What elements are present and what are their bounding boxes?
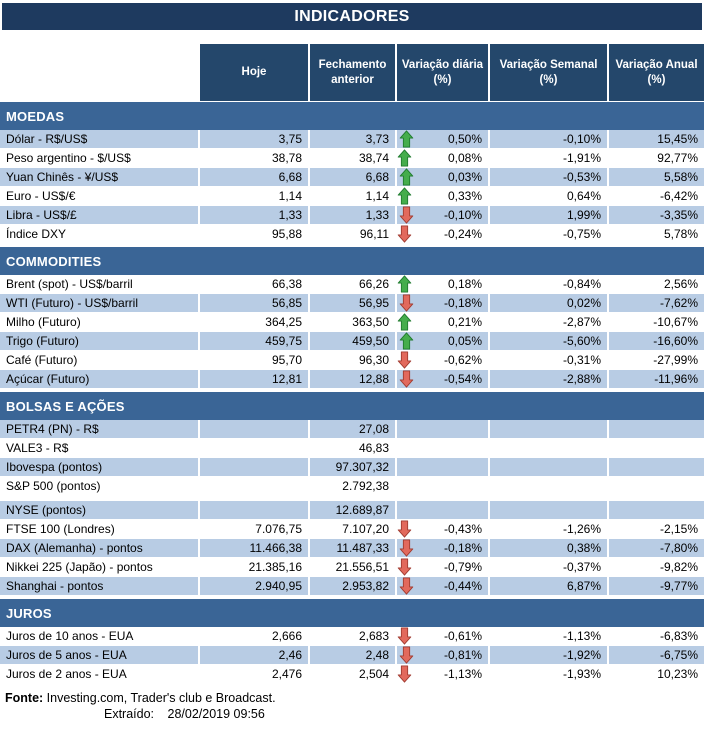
table-row-juros-de-5-anos-eua — [0, 646, 704, 665]
variacao-anual-value: -11,96% — [607, 370, 704, 389]
row-label: Euro - US$/€ — [0, 187, 198, 206]
arrow-down-icon — [399, 539, 417, 558]
row-label: Shanghai - pontos — [0, 577, 198, 596]
fechamento-anterior-value: 38,74 — [308, 149, 395, 168]
hoje-value: 2,476 — [198, 665, 308, 684]
row-label: Libra - US$/£ — [0, 206, 198, 225]
extracted-line — [0, 707, 704, 721]
variacao-diaria-cell — [395, 520, 488, 539]
arrow-up-icon — [397, 187, 415, 206]
table-row-juros-de-2-anos-eua — [0, 665, 704, 684]
source-label: Fonte: — [5, 691, 44, 705]
variacao-diaria-cell — [395, 665, 488, 684]
table-row-vale3-r — [0, 439, 704, 458]
variacao-semanal-value: -2,87% — [488, 313, 607, 332]
variacao-diaria-cell — [395, 627, 488, 646]
hoje-value: 7.076,75 — [198, 520, 308, 539]
variacao-anual-value — [607, 477, 704, 496]
fechamento-anterior-value: 2.792,38 — [308, 477, 395, 496]
fechamento-anterior-value: 3,73 — [308, 130, 395, 149]
fechamento-anterior-value: 12.689,87 — [308, 501, 395, 520]
fechamento-anterior-value: 21.556,51 — [308, 558, 395, 577]
variacao-semanal-value: -1,26% — [488, 520, 607, 539]
variacao-anual-value: 10,23% — [607, 665, 704, 684]
section-header-juros: JUROS — [0, 599, 704, 627]
variacao-semanal-value: -0,10% — [488, 130, 607, 149]
variacao-diaria-value: 0,05% — [447, 334, 482, 348]
hoje-value — [198, 420, 308, 439]
fechamento-anterior-value: 46,83 — [308, 439, 395, 458]
row-label: S&P 500 (pontos) — [0, 477, 198, 496]
variacao-semanal-value: 6,87% — [488, 577, 607, 596]
fechamento-anterior-value: 96,11 — [308, 225, 395, 244]
hoje-value — [198, 501, 308, 520]
variacao-anual-value — [607, 439, 704, 458]
row-label: NYSE (pontos) — [0, 501, 198, 520]
variacao-diaria-value: -0,44% — [443, 579, 482, 593]
row-label: WTI (Futuro) - US$/barril — [0, 294, 198, 313]
arrow-down-icon — [399, 370, 417, 389]
variacao-diaria-value: -0,18% — [443, 296, 482, 310]
arrow-down-icon — [397, 665, 415, 684]
table-row-s-p-500-pontos — [0, 477, 704, 496]
variacao-anual-value: -3,35% — [607, 206, 704, 225]
variacao-diaria-value: -0,79% — [443, 560, 482, 574]
section-header-bolsas-e-acoes: BOLSAS E AÇÕES — [0, 392, 704, 420]
row-label: Ibovespa (pontos) — [0, 458, 198, 477]
hoje-value: 95,88 — [198, 225, 308, 244]
hoje-value — [198, 439, 308, 458]
section-header-moedas: MOEDAS — [0, 102, 704, 130]
variacao-semanal-value: -1,92% — [488, 646, 607, 665]
variacao-diaria-cell — [395, 168, 488, 187]
fechamento-anterior-value: 6,68 — [308, 168, 395, 187]
arrow-slot-empty — [397, 439, 415, 458]
variacao-semanal-value: -1,93% — [488, 665, 607, 684]
row-label: Milho (Futuro) — [0, 313, 198, 332]
table-row-nikkei-225-japao-pontos — [0, 558, 704, 577]
column-header-variacao-anual: Variação Anual (%) — [607, 44, 704, 101]
variacao-anual-value: -9,77% — [607, 577, 704, 596]
variacao-diaria-cell — [395, 351, 488, 370]
variacao-diaria-value: -0,54% — [443, 372, 482, 386]
extracted-timestamp: 28/02/2019 09:56 — [167, 707, 265, 721]
variacao-anual-value: -6,83% — [607, 627, 704, 646]
variacao-diaria-cell — [395, 187, 488, 206]
variacao-semanal-value: -2,88% — [488, 370, 607, 389]
hoje-value: 1,14 — [198, 187, 308, 206]
fechamento-anterior-value: 7.107,20 — [308, 520, 395, 539]
hoje-value: 21.385,16 — [198, 558, 308, 577]
row-label: Peso argentino - $/US$ — [0, 149, 198, 168]
row-label: Café (Futuro) — [0, 351, 198, 370]
table-row-indice-dxy — [0, 225, 704, 244]
row-label: Açúcar (Futuro) — [0, 370, 198, 389]
variacao-semanal-value — [488, 501, 607, 520]
table-row-trigo-futuro — [0, 332, 704, 351]
arrow-up-icon — [399, 168, 417, 187]
variacao-diaria-value: 0,50% — [447, 132, 482, 146]
variacao-semanal-value: -0,84% — [488, 275, 607, 294]
arrow-up-icon — [399, 130, 417, 149]
variacao-anual-value: 5,78% — [607, 225, 704, 244]
fechamento-anterior-value: 27,08 — [308, 420, 395, 439]
table-row-wti-futuro-us-barril — [0, 294, 704, 313]
variacao-diaria-value: 0,33% — [447, 189, 482, 203]
arrow-slot-empty — [397, 477, 415, 496]
row-label: PETR4 (PN) - R$ — [0, 420, 198, 439]
row-label: DAX (Alemanha) - pontos — [0, 539, 198, 558]
variacao-anual-value: -9,82% — [607, 558, 704, 577]
variacao-semanal-value: -1,91% — [488, 149, 607, 168]
variacao-semanal-value: 1,99% — [488, 206, 607, 225]
table-row-dax-alemanha-pontos — [0, 539, 704, 558]
variacao-diaria-cell — [395, 558, 488, 577]
hoje-value: 11.466,38 — [198, 539, 308, 558]
fechamento-anterior-value: 459,50 — [308, 332, 395, 351]
variacao-diaria-cell — [395, 439, 488, 458]
hoje-value: 1,33 — [198, 206, 308, 225]
variacao-anual-value: 92,77% — [607, 149, 704, 168]
variacao-diaria-value: -0,61% — [443, 629, 482, 643]
arrow-down-icon — [397, 225, 415, 244]
variacao-diaria-cell — [395, 275, 488, 294]
hoje-value: 66,38 — [198, 275, 308, 294]
arrow-slot-empty — [399, 420, 417, 439]
column-header-hoje: Hoje — [198, 44, 308, 101]
footer — [0, 691, 704, 721]
variacao-diaria-cell — [395, 577, 488, 596]
variacao-diaria-value: 0,18% — [447, 277, 482, 291]
fechamento-anterior-value: 2,504 — [308, 665, 395, 684]
column-header-variacao-diaria: Variação diária (%) — [395, 44, 488, 101]
row-label: FTSE 100 (Londres) — [0, 520, 198, 539]
variacao-diaria-cell — [395, 130, 488, 149]
variacao-anual-value: -2,15% — [607, 520, 704, 539]
hoje-value: 3,75 — [198, 130, 308, 149]
table-row-yuan-chines-us — [0, 168, 704, 187]
table-row-libra-us — [0, 206, 704, 225]
table-row-petr4-pn-r — [0, 420, 704, 439]
section-header-commodities: COMMODITIES — [0, 247, 704, 275]
fechamento-anterior-value: 1,33 — [308, 206, 395, 225]
variacao-diaria-value: 0,03% — [447, 170, 482, 184]
variacao-diaria-cell — [395, 477, 488, 496]
table-header — [0, 44, 704, 101]
table-row-brent-spot-us-barril — [0, 275, 704, 294]
variacao-diaria-value: 0,08% — [447, 151, 482, 165]
variacao-semanal-value: -1,13% — [488, 627, 607, 646]
variacao-anual-value — [607, 420, 704, 439]
variacao-diaria-value: -0,24% — [443, 227, 482, 241]
hoje-value: 364,25 — [198, 313, 308, 332]
variacao-semanal-value: 0,02% — [488, 294, 607, 313]
hoje-value — [198, 458, 308, 477]
table-row-peso-argentino-us — [0, 149, 704, 168]
variacao-semanal-value — [488, 420, 607, 439]
table-row-dolar-r-us — [0, 130, 704, 149]
table-row-ftse-100-londres — [0, 520, 704, 539]
variacao-semanal-value: -0,37% — [488, 558, 607, 577]
column-header-variacao-semanal: Variação Semanal (%) — [488, 44, 607, 101]
table-row-milho-futuro — [0, 313, 704, 332]
fechamento-anterior-value: 2,48 — [308, 646, 395, 665]
table-row-euro-us — [0, 187, 704, 206]
arrow-down-icon — [397, 627, 415, 646]
fechamento-anterior-value: 11.487,33 — [308, 539, 395, 558]
variacao-diaria-value: -0,18% — [443, 541, 482, 555]
arrow-up-icon — [397, 275, 415, 294]
variacao-diaria-cell — [395, 332, 488, 351]
variacao-semanal-value: -0,31% — [488, 351, 607, 370]
arrow-up-icon — [397, 313, 415, 332]
variacao-anual-value: -7,80% — [607, 539, 704, 558]
variacao-diaria-cell — [395, 458, 488, 477]
variacao-semanal-value: -5,60% — [488, 332, 607, 351]
source-text: Investing.com, Trader's club e Broadcast. — [46, 691, 276, 705]
table-row-acucar-futuro — [0, 370, 704, 389]
variacao-anual-value: -6,42% — [607, 187, 704, 206]
hoje-value: 95,70 — [198, 351, 308, 370]
source-line — [0, 691, 704, 705]
variacao-semanal-value: 0,64% — [488, 187, 607, 206]
header-label-spacer — [0, 44, 198, 101]
arrow-down-icon — [399, 294, 417, 313]
variacao-diaria-value: -1,13% — [443, 667, 482, 681]
variacao-diaria-value: -0,43% — [443, 522, 482, 536]
variacao-diaria-cell — [395, 370, 488, 389]
extracted-label: Extraído: — [104, 707, 155, 721]
arrow-down-icon — [399, 206, 417, 225]
variacao-diaria-cell — [395, 501, 488, 520]
fechamento-anterior-value: 363,50 — [308, 313, 395, 332]
row-label: Juros de 10 anos - EUA — [0, 627, 198, 646]
arrow-slot-empty — [399, 458, 417, 477]
variacao-anual-value: 5,58% — [607, 168, 704, 187]
hoje-value: 2,46 — [198, 646, 308, 665]
variacao-diaria-value: -0,62% — [443, 353, 482, 367]
variacao-diaria-cell — [395, 149, 488, 168]
arrow-up-icon — [397, 149, 415, 168]
hoje-value: 56,85 — [198, 294, 308, 313]
variacao-diaria-value: -0,81% — [443, 648, 482, 662]
variacao-anual-value: 2,56% — [607, 275, 704, 294]
variacao-anual-value: 15,45% — [607, 130, 704, 149]
arrow-down-icon — [399, 577, 417, 596]
variacao-anual-value — [607, 501, 704, 520]
arrow-slot-empty — [399, 501, 417, 520]
row-label: Juros de 5 anos - EUA — [0, 646, 198, 665]
table-body — [0, 102, 704, 684]
hoje-value: 2.940,95 — [198, 577, 308, 596]
variacao-anual-value: -16,60% — [607, 332, 704, 351]
variacao-diaria-cell — [395, 646, 488, 665]
hoje-value: 6,68 — [198, 168, 308, 187]
table-row-ibovespa-pontos — [0, 458, 704, 477]
fechamento-anterior-value: 96,30 — [308, 351, 395, 370]
fechamento-anterior-value: 66,26 — [308, 275, 395, 294]
arrow-up-icon — [399, 332, 417, 351]
variacao-semanal-value — [488, 477, 607, 496]
variacao-anual-value: -6,75% — [607, 646, 704, 665]
table-row-cafe-futuro — [0, 351, 704, 370]
row-label: Juros de 2 anos - EUA — [0, 665, 198, 684]
variacao-semanal-value — [488, 439, 607, 458]
hoje-value: 2,666 — [198, 627, 308, 646]
variacao-diaria-value: 0,21% — [447, 315, 482, 329]
row-label: Yuan Chinês - ¥/US$ — [0, 168, 198, 187]
fechamento-anterior-value: 1,14 — [308, 187, 395, 206]
arrow-down-icon — [397, 520, 415, 539]
variacao-diaria-cell — [395, 294, 488, 313]
variacao-diaria-value: -0,10% — [443, 208, 482, 222]
row-label: Nikkei 225 (Japão) - pontos — [0, 558, 198, 577]
arrow-down-icon — [397, 558, 415, 577]
variacao-semanal-value: -0,75% — [488, 225, 607, 244]
fechamento-anterior-value: 97.307,32 — [308, 458, 395, 477]
hoje-value: 38,78 — [198, 149, 308, 168]
page-title: INDICADORES — [2, 3, 702, 30]
table-row-shanghai-pontos — [0, 577, 704, 596]
variacao-semanal-value: 0,38% — [488, 539, 607, 558]
row-label: Brent (spot) - US$/barril — [0, 275, 198, 294]
row-label: VALE3 - R$ — [0, 439, 198, 458]
table-row-juros-de-10-anos-eua — [0, 627, 704, 646]
fechamento-anterior-value: 2.953,82 — [308, 577, 395, 596]
row-label: Dólar - R$/US$ — [0, 130, 198, 149]
column-header-fechamento-anterior: Fechamento anterior — [308, 44, 395, 101]
variacao-semanal-value: -0,53% — [488, 168, 607, 187]
variacao-diaria-cell — [395, 206, 488, 225]
hoje-value: 459,75 — [198, 332, 308, 351]
variacao-diaria-cell — [395, 539, 488, 558]
variacao-anual-value: -10,67% — [607, 313, 704, 332]
arrow-down-icon — [399, 646, 417, 665]
fechamento-anterior-value: 56,95 — [308, 294, 395, 313]
fechamento-anterior-value: 12,88 — [308, 370, 395, 389]
variacao-semanal-value — [488, 458, 607, 477]
variacao-diaria-cell — [395, 225, 488, 244]
variacao-anual-value: -27,99% — [607, 351, 704, 370]
table-row-nyse-pontos — [0, 501, 704, 520]
variacao-diaria-cell — [395, 420, 488, 439]
hoje-value — [198, 477, 308, 496]
fechamento-anterior-value: 2,683 — [308, 627, 395, 646]
hoje-value: 12,81 — [198, 370, 308, 389]
variacao-anual-value — [607, 458, 704, 477]
variacao-anual-value: -7,62% — [607, 294, 704, 313]
variacao-diaria-cell — [395, 313, 488, 332]
row-label: Trigo (Futuro) — [0, 332, 198, 351]
arrow-down-icon — [397, 351, 415, 370]
row-label: Índice DXY — [0, 225, 198, 244]
